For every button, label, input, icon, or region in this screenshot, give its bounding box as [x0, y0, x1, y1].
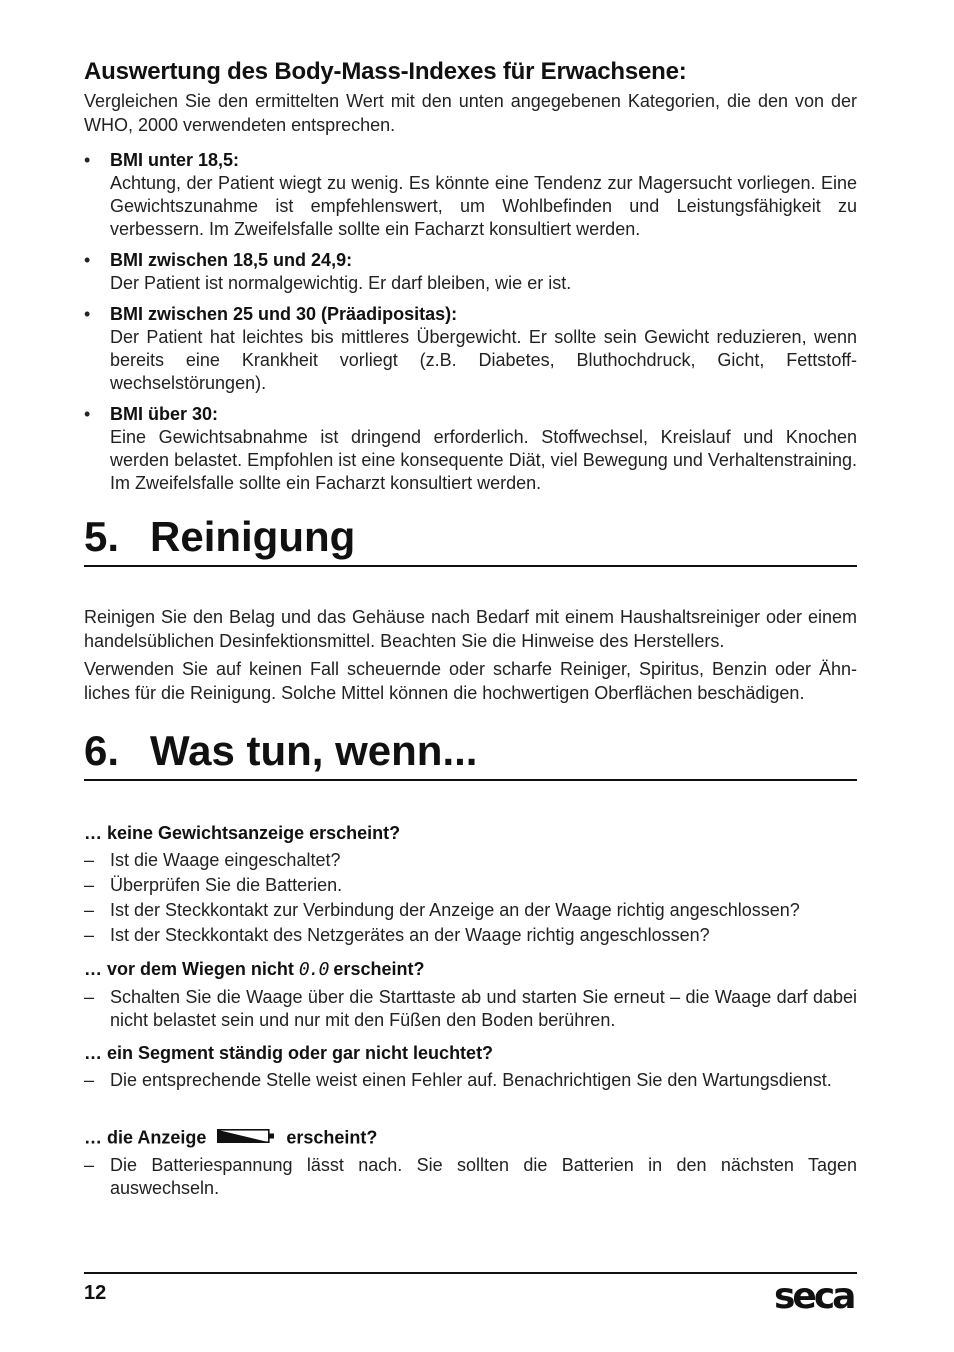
cleaning-paragraph-1: Reinigen Sie den Belag und das Gehäuse nach Bedarf mit einem Haushaltsreiniger oder einem handelsüblichen Desinfektionsmittel. Beachten Sie die Hinweise des Herstellers.: [84, 607, 857, 651]
bmi-text: Der Patient ist normalgewichtig. Er darf bleiben, wie er ist.: [110, 273, 572, 293]
answer-item: – Ist der Steckkontakt zur Verbindung der Anzeige an der Waage richtig angeschlossen?: [84, 900, 800, 920]
battery-low-icon: [217, 1127, 275, 1150]
question-segment: … ein Segment ständig oder gar nicht leuchtet?: [84, 1043, 494, 1063]
bmi-term: BMI zwischen 25 und 30 (Präadipositas):: [110, 304, 458, 324]
answer-item: – Die Batteriespannung lässt nach. Sie sollten die Batterien in den nächsten Tagen auswechseln.: [84, 1155, 857, 1198]
bmi-term: BMI unter 18,5:: [110, 150, 240, 170]
bullet-icon: •: [84, 304, 91, 324]
page-number: 12: [84, 1282, 107, 1304]
answer-item: – Die entsprechende Stelle weist einen Fehler auf. Benachrichtigen Sie den Wartungsdienst.: [84, 1070, 832, 1090]
section-title: Reinigung: [150, 513, 356, 560]
bmi-intro: Vergleichen Sie den ermittelten Wert mit den unten angegebenen Kategorien, die den von der WHO, 2000 verwendeten entsprechen.: [84, 91, 857, 135]
bmi-term: BMI über 30:: [110, 404, 219, 424]
bmi-heading: Auswertung des Body-Mass-Indexes für Erwachsene:: [84, 58, 687, 85]
section-number: 6.: [84, 727, 120, 774]
bmi-item-underweight: [84, 149, 857, 241]
section-5-heading: [84, 513, 857, 567]
display-zero-readout: 0.0: [298, 959, 329, 980]
bmi-text: Achtung, der Patient wiegt zu wenig. Es könnte eine Tendenz zur Magersucht vorliegen. Eine Gewichtszunahme ist empfehlenswert, um Wohlbefinden und Leistungsfähigkeit zu verbessern. Im Zweifelsfalle sollte ein Facharzt konsultiert werden.: [110, 173, 857, 239]
cleaning-paragraph-2: Verwenden Sie auf keinen Fall scheuernde oder scharfe Reiniger, Spiritus, Benzin oder Ähnliches für die Reinigung. Solche Mittel können die hochwertigen Oberflächen beschädigen.: [84, 659, 857, 703]
question-battery: … die Anzeige erscheint?: [84, 1127, 377, 1150]
bmi-term: BMI zwischen 18,5 und 24,9:: [110, 250, 353, 270]
section-title: Was tun, wenn...: [150, 727, 478, 774]
footer-divider: [84, 1272, 857, 1274]
bmi-item-preadiposity: [84, 303, 857, 395]
answer-item: – Ist die Waage eingeschaltet?: [84, 850, 341, 870]
bmi-text: Eine Gewichtsabnahme ist dringend erforderlich. Stoffwechsel, Kreislauf und Knochen werden belastet. Empfohlen ist eine konsequente Diät, viel Bewegung und Verhaltenstraining. Im Zweifelsfalle sollte ein Facharzt konsultiert werden.: [110, 427, 857, 493]
answer-item: – Ist der Steckkontakt des Netzgerätes an der Waage richtig angeschlossen?: [84, 925, 710, 945]
answer-item: – Überprüfen Sie die Batterien.: [84, 875, 343, 895]
question-no-weight: … keine Gewichtsanzeige erscheint?: [84, 823, 401, 843]
seca-logo: seca: [774, 1276, 854, 1317]
section-6-heading: [84, 727, 857, 781]
section-number: 5.: [84, 513, 120, 560]
bmi-item-normal: [84, 249, 857, 295]
bullet-icon: •: [84, 250, 91, 270]
bmi-item-obese: [84, 403, 857, 495]
bmi-text: Der Patient hat leichtes bis mittleres Übergewicht. Er sollte sein Gewicht reduzieren, wenn bereits eine Krankheit vorliegt (z.B. Diabetes, Bluthochdruck, Gicht, Fettstoffwechselstörungen).: [110, 327, 857, 393]
bullet-icon: •: [84, 404, 91, 424]
bullet-icon: •: [84, 150, 91, 170]
answer-item: – Schalten Sie die Waage über die Starttaste ab und starten Sie erneut – die Waage darf dabei nicht belastet sein und nur mit den Füßen den Boden berühren.: [84, 987, 857, 1030]
question-zero-display: … vor dem Wiegen nicht 0.0 erscheint?: [84, 959, 425, 980]
